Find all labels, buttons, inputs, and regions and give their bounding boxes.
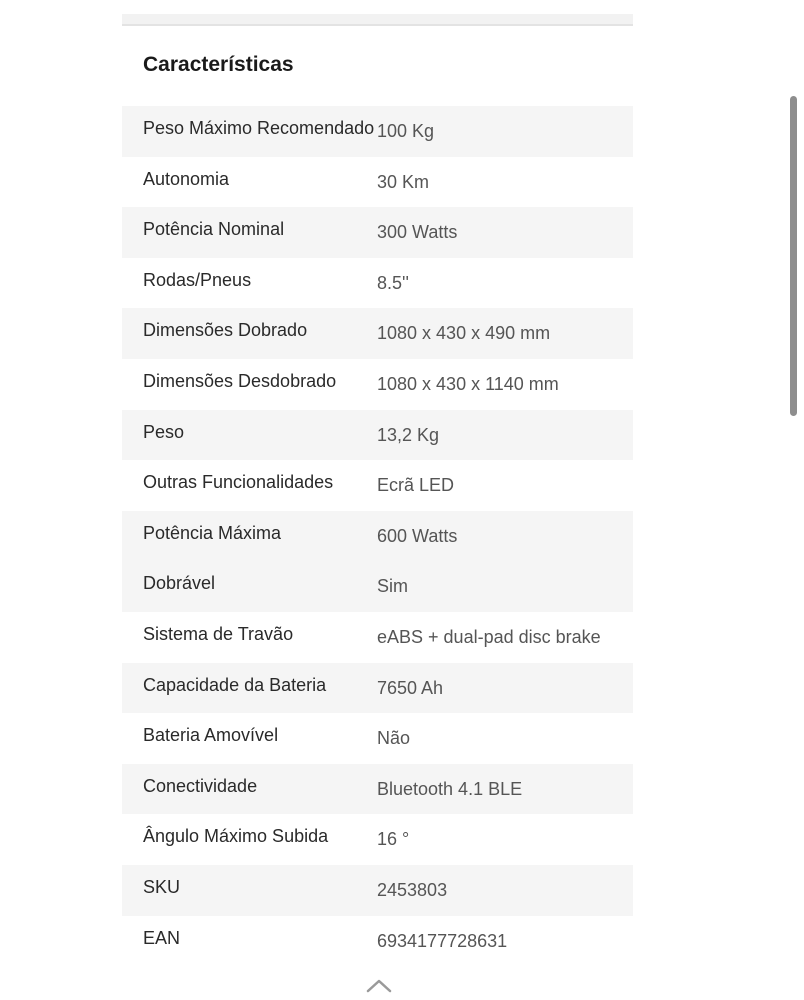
spec-value: 7650 Ah [377,677,444,698]
spec-label: Peso [143,421,185,442]
spec-value: 300 Watts [377,222,458,243]
spec-label: Potência Máxima [143,522,282,543]
spec-label: Dimensões Desdobrado [143,370,337,391]
spec-row [122,916,633,967]
spec-value: 30 Km [377,171,430,192]
spec-label: Capacidade da Bateria [143,674,327,695]
spec-row [122,207,633,258]
spec-value: 600 Watts [377,525,458,546]
spec-label: Ângulo Máximo Subida [143,826,329,847]
spec-label: Potência Nominal [143,219,285,240]
spec-value: 6934177728631 [377,930,508,951]
specs-table [122,106,633,966]
spec-row [122,511,633,562]
spec-row [122,663,633,714]
spec-row [122,258,633,309]
back-to-top-button[interactable] [364,976,394,994]
spec-value: 2453803 [377,879,448,900]
spec-row [122,764,633,815]
spec-value: 100 Kg [377,121,435,141]
spec-label: Autonomia [143,168,230,189]
chevron-up-icon [364,976,394,994]
spec-label: Outras Funcionalidades [143,472,334,493]
spec-value: 8.5'' [377,272,409,293]
spec-row [122,410,633,461]
spec-value: 1080 x 430 x 1140 mm [377,373,559,394]
spec-label: Sistema de Travão [143,623,294,644]
spec-row [122,106,633,157]
spec-row [122,713,633,764]
spec-label: EAN [143,927,181,948]
spec-row [122,308,633,359]
spec-label: Dobrável [143,573,216,594]
spec-label: SKU [143,876,181,897]
spec-value: Ecrã LED [377,475,455,496]
spec-value: 13,2 Kg [377,424,440,445]
spec-row [122,157,633,208]
spec-row [122,460,633,511]
spec-value: eABS + dual-pad disc brake [377,626,601,647]
section-title: Características [143,53,294,76]
spec-value: 16 ° [377,829,410,850]
spec-row [122,612,633,663]
spec-label: Peso Máximo Recomendado [143,118,375,138]
spec-label: Bateria Amovível [143,725,279,746]
section-divider-bar [122,14,633,26]
spec-value: Não [377,728,411,749]
spec-label: Conectividade [143,775,258,796]
spec-row [122,561,633,612]
spec-label: Rodas/Pneus [143,269,252,290]
spec-value: Sim [377,576,408,597]
spec-value: Bluetooth 4.1 BLE [377,778,523,799]
spec-row [122,814,633,865]
spec-label: Dimensões Dobrado [143,320,308,341]
spec-row [122,359,633,410]
spec-value: 1080 x 430 x 490 mm [377,323,551,344]
spec-row [122,865,633,916]
scrollbar-thumb[interactable] [790,96,797,416]
